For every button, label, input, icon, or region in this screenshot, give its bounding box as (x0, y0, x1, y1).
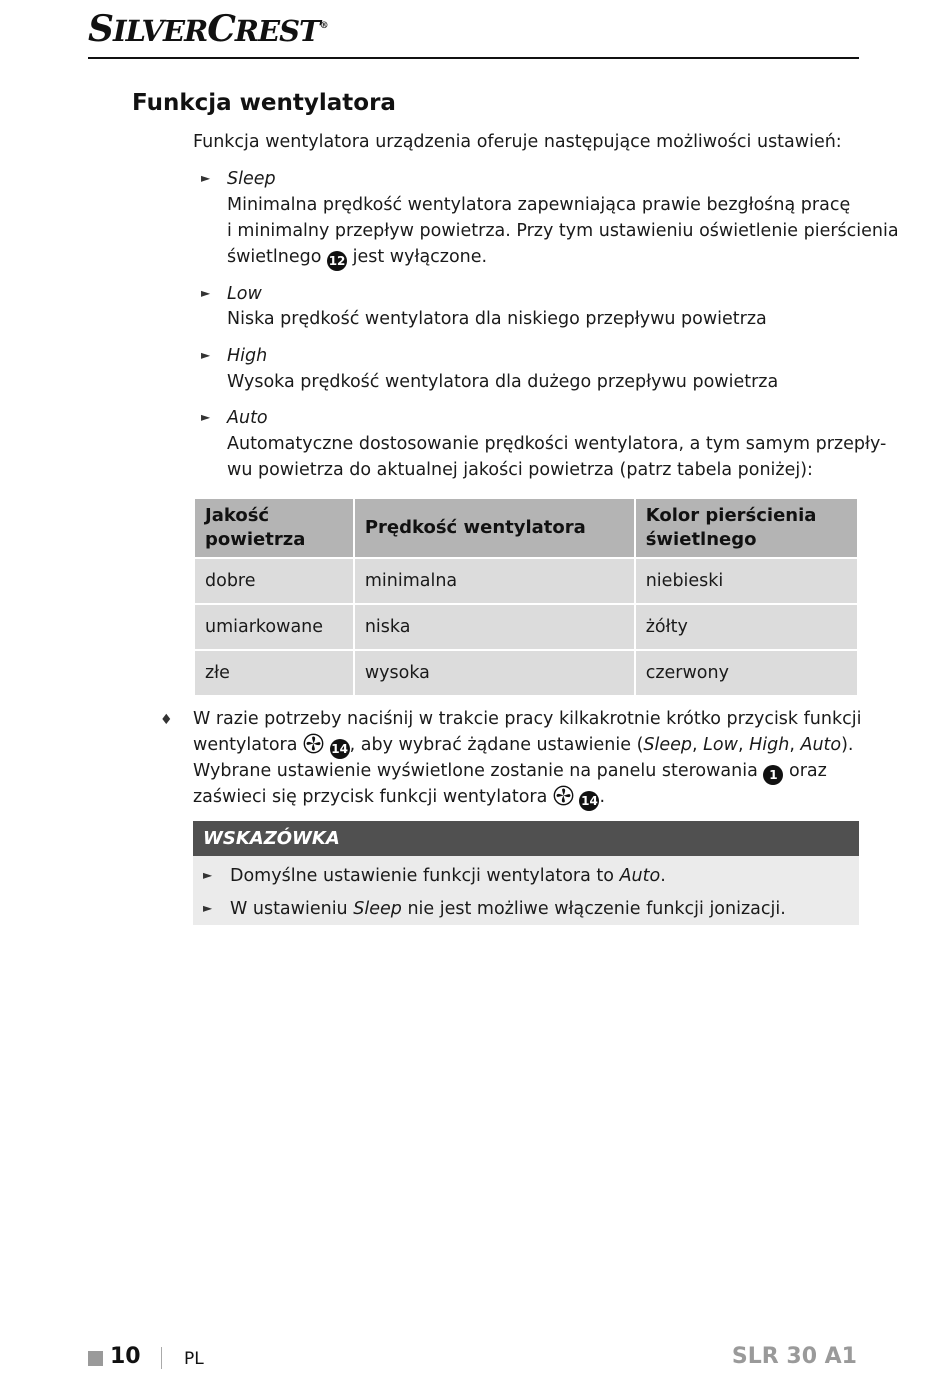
header-divider (88, 57, 859, 59)
table-header-row (195, 499, 857, 557)
table-row (195, 651, 857, 695)
mode-high-title: High (227, 346, 268, 366)
arrow-bullet-icon: ► (203, 901, 213, 915)
mode-sleep-desc-3: świetlnego 12 jest wyłączone. (227, 244, 487, 271)
table-cell: niska (355, 605, 634, 649)
mode-sleep-desc-1: Minimalna prędkość wentylatora zapewniająca prawie bezgłośną pracę (227, 195, 851, 215)
diamond-bullet-icon: ♦ (160, 712, 173, 728)
arrow-bullet-icon: ► (201, 410, 211, 424)
instruction-line-1: W razie potrzeby naciśnij w trakcie pracy kilkakrotnie krótko przycisk funkcji (193, 709, 862, 729)
fan-button-ref-badge: 14 (579, 791, 599, 811)
note-item-1: Domyślne ustawienie funkcji wentylatora to Auto. (230, 866, 666, 886)
language-code: PL (184, 1349, 204, 1369)
instruction-line-4: zaświeci się przycisk funkcji wentylatora 14. (193, 784, 605, 811)
table-header-cell: Prędkość wentylatora (355, 499, 634, 557)
table-cell: minimalna (355, 559, 634, 603)
mode-auto-desc-1: Automatyczne dostosowanie prędkości wentylatora, a tym samym przepły- (227, 434, 887, 454)
arrow-bullet-icon: ► (201, 171, 211, 185)
fan-icon (303, 733, 324, 754)
table-row (195, 559, 857, 603)
intro-text: Funkcja wentylatora urządzenia oferuje następujące możliwości ustawień: (193, 132, 842, 152)
fan-icon (553, 785, 574, 806)
note-item-2: W ustawieniu Sleep nie jest możliwe włączenie funkcji jonizacji. (230, 899, 786, 919)
mode-auto-title: Auto (227, 408, 268, 428)
fan-button-ref-badge: 14 (330, 739, 350, 759)
mode-low-title: Low (227, 284, 262, 304)
table-cell: umiarkowane (195, 605, 353, 649)
instruction-line-3: Wybrane ustawienie wyświetlone zostanie na panelu sterowania 1 oraz (193, 758, 827, 785)
table-cell: czerwony (636, 651, 857, 695)
instruction-line-2: wentylatora 14, aby wybrać żądane ustawienie (Sleep, Low, High, Auto). (193, 732, 854, 759)
control-panel-ref-badge: 1 (763, 765, 783, 785)
mode-sleep-title: Sleep (227, 169, 276, 189)
footer-square-marker (88, 1351, 103, 1366)
table-cell: złe (195, 651, 353, 695)
mode-low-desc: Niska prędkość wentylatora dla niskiego przepływu powietrza (227, 309, 767, 329)
table-cell: dobre (195, 559, 353, 603)
table-cell: niebieski (636, 559, 857, 603)
mode-sleep-desc-2: i minimalny przepływ powietrza. Przy tym ustawieniu oświetlenie pierścienia (227, 221, 899, 241)
model-number: SLR 30 A1 (731, 1344, 857, 1369)
table-header-cell: Kolor pierścienia świetlnego (636, 499, 857, 557)
mode-auto-desc-2: wu powietrza do aktualnej jakości powietrza (patrz tabela poniżej): (227, 460, 813, 480)
table-cell: żółty (636, 605, 857, 649)
air-quality-table (193, 497, 859, 697)
mode-high-desc: Wysoka prędkość wentylatora dla dużego przepływu powietrza (227, 372, 779, 392)
note-title-bar: WSKAZÓWKA (193, 821, 859, 856)
ring-light-ref-badge: 12 (327, 251, 347, 271)
section-title: Funkcja wentylatora (132, 90, 396, 116)
arrow-bullet-icon: ► (201, 286, 211, 300)
table-cell: wysoka (355, 651, 634, 695)
table-header-cell: Jakość powietrza (195, 499, 353, 557)
arrow-bullet-icon: ► (201, 348, 211, 362)
brand-logo: SILVERCREST® (88, 8, 328, 50)
table-row (195, 605, 857, 649)
page-number: 10 (110, 1344, 141, 1369)
arrow-bullet-icon: ► (203, 868, 213, 882)
footer-divider (161, 1347, 162, 1369)
